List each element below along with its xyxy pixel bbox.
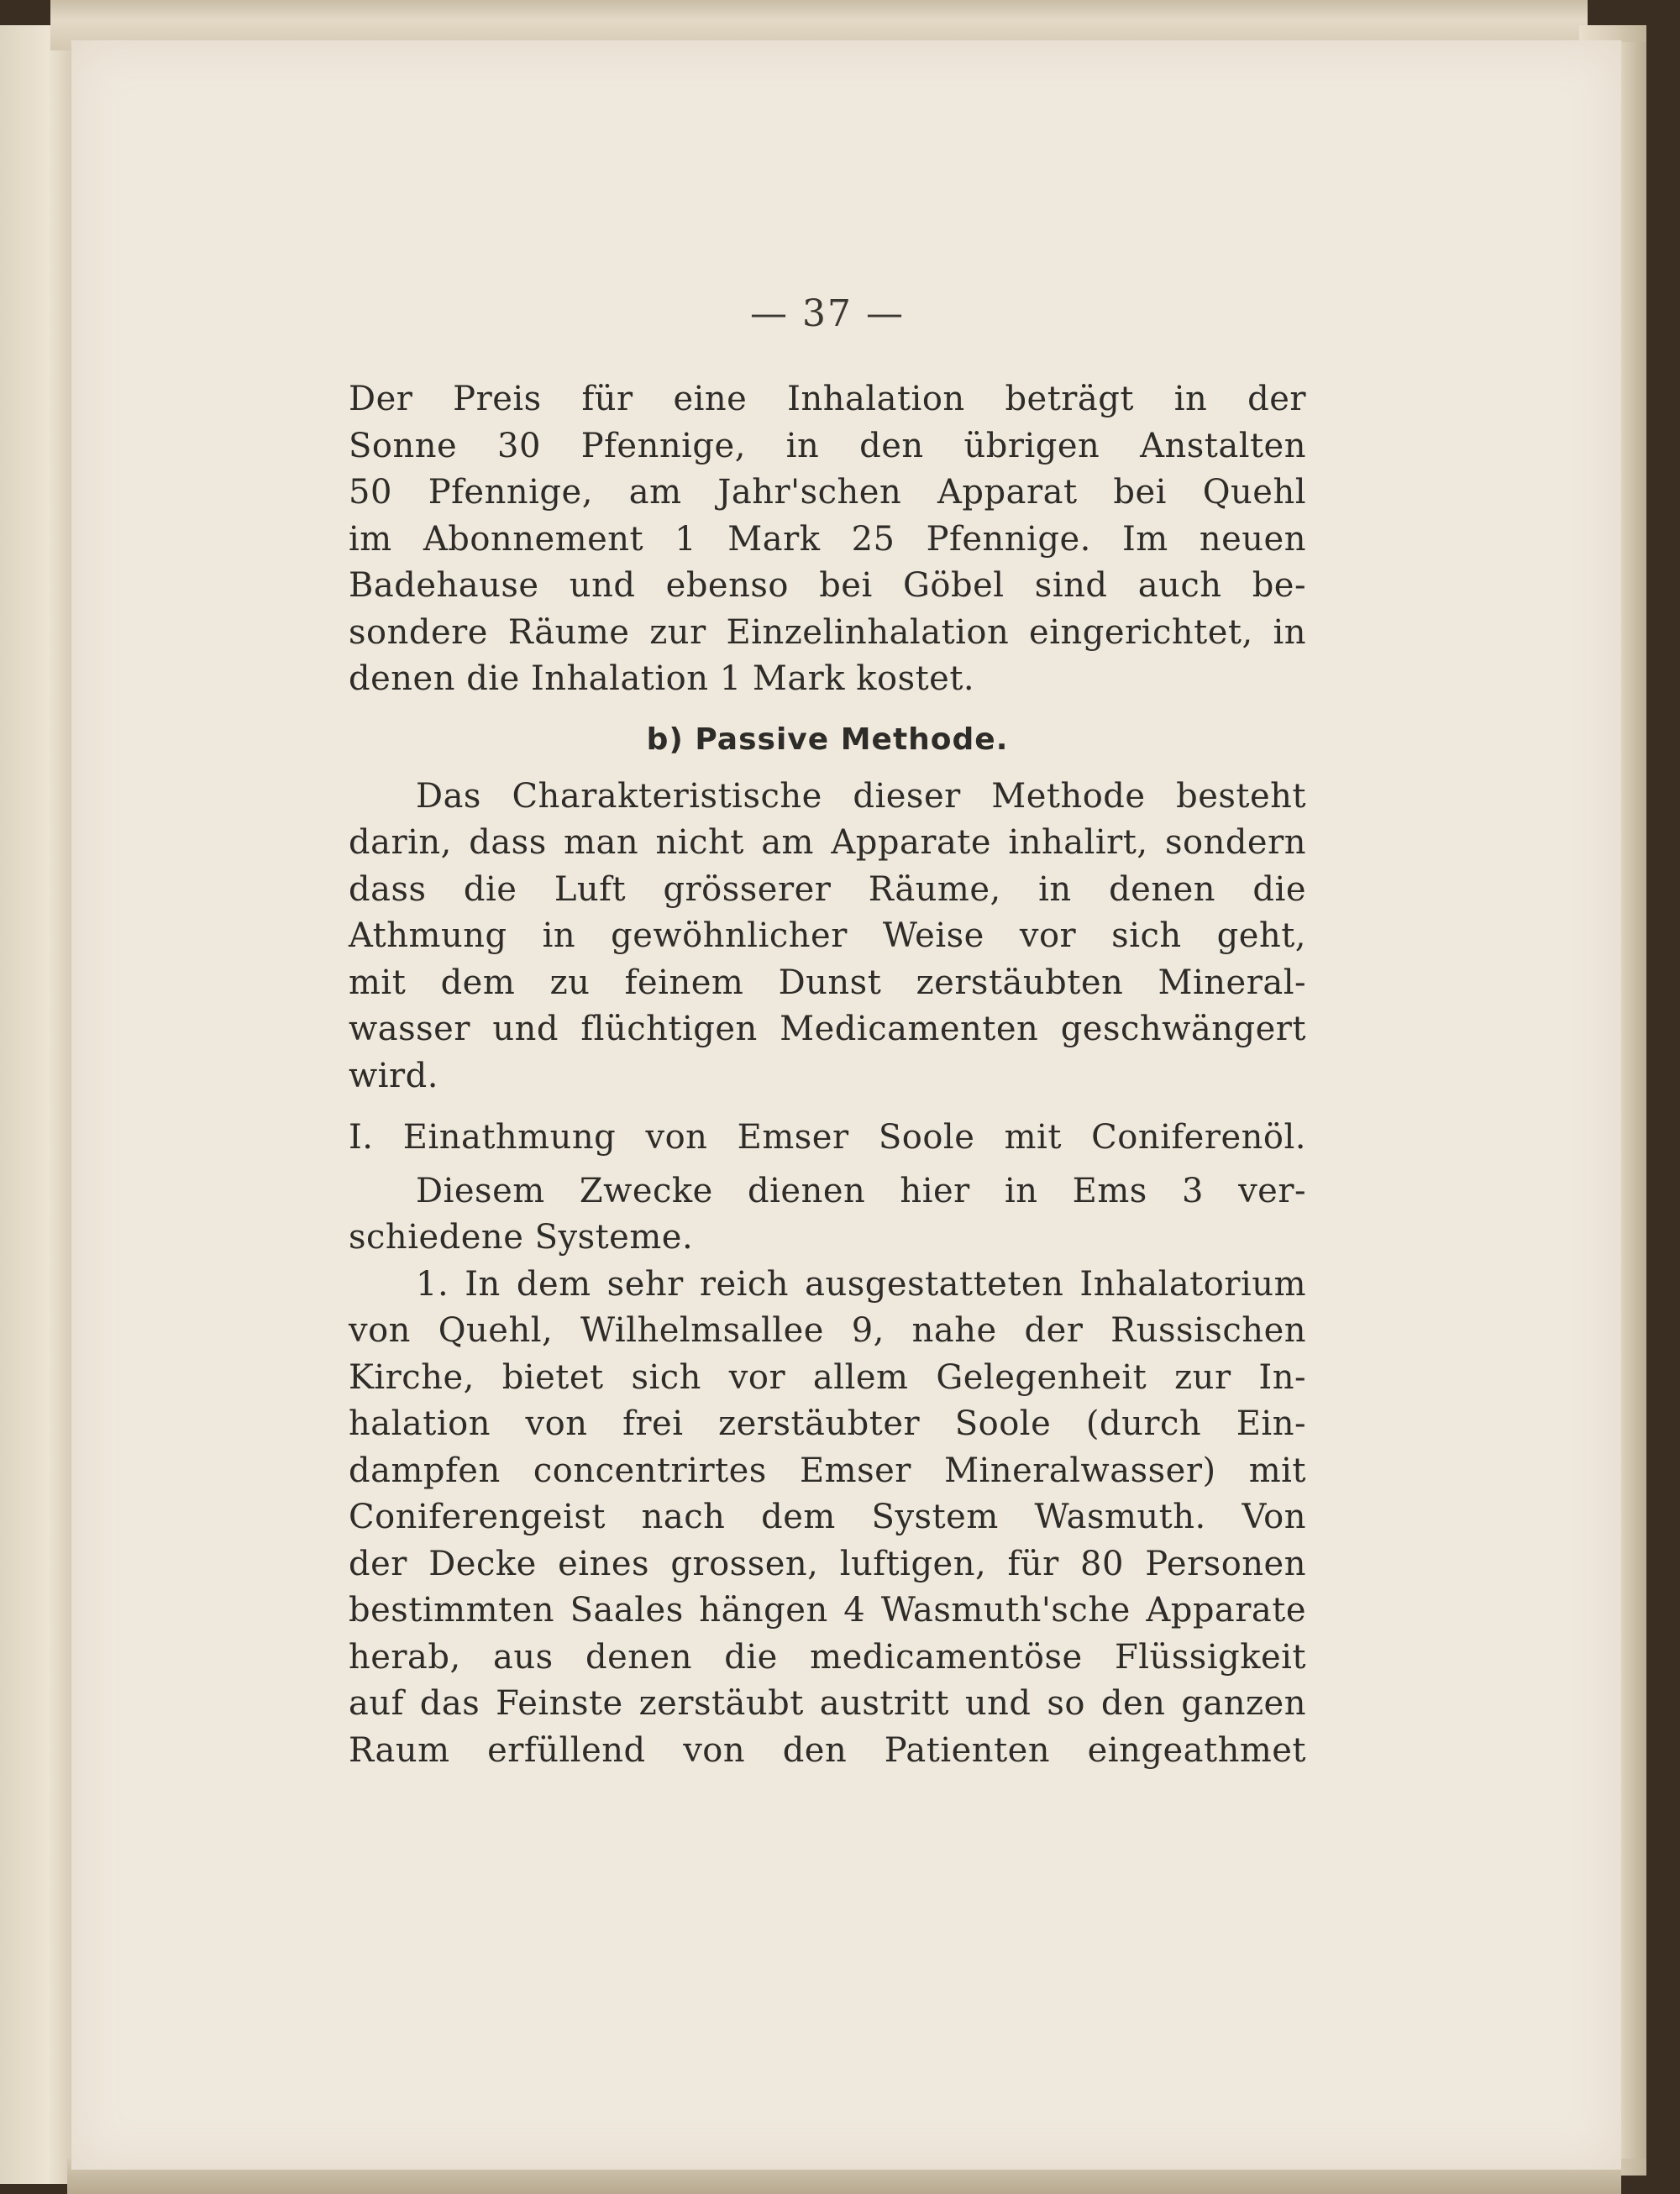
text-line: schiedene Systeme.: [349, 1218, 694, 1257]
text-line: Raum erfüllend von den Patienten eingeathmet: [349, 1730, 1306, 1770]
subsection-heading: I. Einathmung von Emser Soole mit Coniferenöl.: [349, 1118, 1306, 1157]
text-line: 50 Pfennige, am Jahr'schen Apparat bei Quehl: [349, 473, 1306, 512]
text-line: dampfen concentrirtes Emser Mineralwasser) mit: [349, 1451, 1306, 1490]
text-line: Sonne 30 Pfennige, in den übrigen Anstalten: [349, 426, 1306, 465]
text-line: Athmung in gewöhnlicher Weise vor sich geht,: [349, 916, 1306, 955]
left-facing-page: [0, 25, 80, 2184]
text-line: Das Charakteristische dieser Methode besteht: [416, 776, 1306, 816]
text-line: Coniferengeist nach dem System Wasmuth. Von: [349, 1498, 1306, 1536]
text-line: bestimmten Saales hängen 4 Wasmuth'sche Apparate: [349, 1591, 1306, 1630]
page-number: — 37 —: [750, 292, 905, 335]
text-line: herab, aus denen die medicamentöse Flüssigkeit: [349, 1637, 1306, 1677]
page-edges-right-outer: [1621, 42, 1646, 2159]
paragraph-price: [349, 376, 1306, 703]
text-line: halation von frei zerstäubter Soole (durch Ein-: [349, 1404, 1306, 1443]
text-line: der Decke eines grossen, luftigen, für 80 Personen: [349, 1544, 1306, 1583]
text-line: Diesem Zwecke dienen hier in Ems 3 ver-: [416, 1171, 1306, 1210]
text-line: mit dem zu feinem Dunst zerstäubten Mineral-: [349, 963, 1306, 1002]
text-line: Kirche, bietet sich vor allem Gelegenheit zur In-: [349, 1357, 1306, 1397]
book-page: [71, 40, 1621, 2170]
section-heading: b) Passive Methode.: [646, 722, 1009, 757]
paragraph-systems: [349, 1168, 1306, 1262]
paragraph-passive-method: [349, 774, 1306, 1100]
text-line: im Abonnement 1 Mark 25 Pfennige. Im neuen: [349, 519, 1306, 559]
text-line: Badehause und ebenso bei Göbel sind auch be-: [349, 566, 1306, 605]
text-line: darin, dass man nicht am Apparate inhalirt, sondern: [349, 823, 1306, 862]
paragraph-quehl: [349, 1262, 1306, 1775]
text-line: wasser und flüchtigen Medicamenten geschwängert: [349, 1010, 1306, 1048]
text-line: von Quehl, Wilhelmsallee 9, nahe der Russischen: [349, 1311, 1306, 1350]
text-line: sondere Räume zur Einzelinhalation eingerichtet, in: [349, 612, 1306, 652]
text-line: 1. In dem sehr reich ausgestatteten Inhalatorium: [416, 1264, 1306, 1304]
text-line: wird.: [349, 1056, 438, 1095]
page-text: [349, 376, 1306, 1774]
text-line: Der Preis für eine Inhalation beträgt in der: [349, 380, 1306, 418]
text-line: denen die Inhalation 1 Mark kostet.: [349, 659, 975, 698]
text-line: auf das Feinste zerstäubt austritt und so den ganzen: [349, 1684, 1306, 1723]
text-line: dass die Luft grösserer Räume, in denen die: [349, 869, 1306, 909]
